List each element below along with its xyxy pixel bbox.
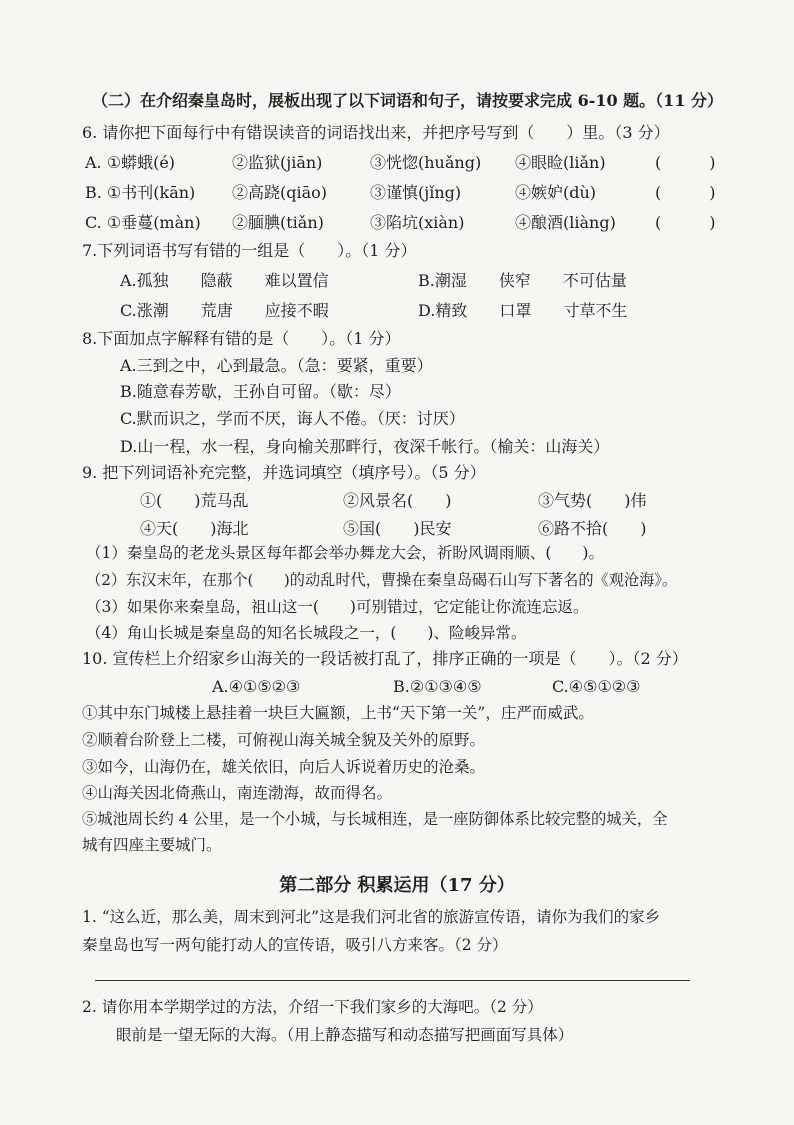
q10-sentence: ④山海关因北倚燕山，南连渤海，故而得名。 [82, 784, 393, 802]
q9-word: ⑥路不拾( ) [538, 519, 647, 538]
q6-row-b-item: ②高跷(qiāo) [232, 183, 328, 202]
q6-row-b-item: ④嫉妒(dù) [515, 183, 597, 202]
q8-option-d: D.山一程，水一程，身向榆关那畔行，夜深千帐行。（榆关：山海关） [120, 437, 610, 456]
q10-sentence: 城有四座主要城门。 [82, 836, 222, 854]
q10-choice-b: B.②①③④⑤ [393, 677, 482, 696]
q9-word: ③气势( )伟 [538, 491, 647, 510]
q6-row-b-item: ③谨慎(jǐng) [370, 183, 462, 202]
q10-sentence: ①其中东门城楼上悬挂着一块巨大匾额，上书“天下第一关”，庄严而威武。 [82, 704, 594, 722]
q8-option-a: A.三到之中，心到最急。（急：要紧，重要） [120, 356, 433, 375]
q6-row-c-answer[interactable]: ( ) [655, 213, 716, 232]
q6-row-b-label: B. ①书刊(kān) [85, 183, 196, 202]
q8-option-b: B.随意春芳歇，王孙自可留。（歇：尽） [120, 382, 401, 401]
q9-fill-4: （4）角山长城是秦皇岛的知名长城段之一，( )、险峻异常。 [86, 624, 527, 642]
q6-row-c-item: ②腼腆(tiǎn) [232, 213, 324, 232]
part-two-q2-prompt: 眼前是一望无际的大海。（用上静态描写和动态描写把画面写具体） [116, 1026, 574, 1044]
q6-row-c-label: C. ①垂蔓(màn) [85, 213, 201, 232]
q10-sentence: ③如今，山海仍在，雄关依旧，向后人诉说着历史的沧桑。 [82, 758, 486, 776]
part-two-q1-line2: 秦皇岛也写一两句能打动人的宣传语，吸引八方来客。（2 分） [82, 936, 508, 954]
q8-stem: 8.下面加点字解释有错的是（ ）。（1 分） [82, 329, 401, 348]
q9-word: ⑤国( )民安 [343, 519, 452, 538]
q6-row-a-label: A. ①蟒蛾(é) [85, 153, 176, 172]
q6-row-c-item: ③陷坑(xiàn) [370, 213, 465, 232]
q10-sentence: ②顺着台阶登上二楼，可俯视山海关城全貌及关外的原野。 [82, 731, 486, 749]
q6-stem: 6. 请你把下面每行中有错误读音的词语找出来，并把序号写到（ ）里。（3 分） [82, 123, 670, 142]
q9-fill-1: （1）秦皇岛的老龙头景区每年都会举办舞龙大会，祈盼风调雨顺、( )。 [86, 544, 604, 562]
q6-row-c-item: ④酿酒(liàng) [515, 213, 616, 232]
q6-row-a-item: ③恍惚(huǎng) [370, 153, 482, 172]
q7-option-d: D.精致 口罩 寸草不生 [418, 301, 628, 320]
q7-option-a: A.孤独 隐蔽 难以置信 [120, 271, 329, 290]
q6-row-a-item: ④眼睑(liǎn) [515, 153, 606, 172]
answer-line[interactable] [95, 980, 690, 981]
section-title: （二）在介绍秦皇岛时，展板出现了以下词语和句子，请按要求完成 6-10 题。（11 分） [92, 91, 724, 110]
q9-stem: 9. 把下列词语补充完整，并选词填空（填序号）。（5 分） [82, 463, 486, 482]
q6-row-b-answer[interactable]: ( ) [655, 183, 716, 202]
q6-row-a-answer[interactable]: ( ) [655, 153, 716, 172]
q10-choice-a: A.④①⑤②③ [212, 677, 301, 696]
q8-option-c: C.默而识之，学而不厌，诲人不倦。（厌：讨厌） [120, 409, 465, 428]
q7-option-b: B.潮湿 侠窄 不可估量 [418, 271, 627, 290]
q9-word: ②风景名( ) [343, 491, 452, 510]
part-two-title: 第二部分 积累运用（17 分） [279, 875, 515, 896]
part-two-q1-line1: 1. “这么近，那么美，周末到河北”这是我们河北省的旅游宣传语，请你为我们的家乡 [82, 908, 661, 926]
q9-word: ④天( )海北 [140, 519, 249, 538]
q9-fill-3: （3）如果你来秦皇岛，祖山这一( )可别错过，它定能让你流连忘返。 [86, 598, 589, 616]
q7-option-c: C.涨潮 荒唐 应接不暇 [120, 301, 329, 320]
q7-stem: 7.下列词语书写有错的一组是（ ）。（1 分） [82, 241, 417, 260]
q10-sentence: ⑤城池周长约 4 公里，是一个小城，与长城相连，是一座防御体系比较完整的城关，全 [82, 810, 668, 828]
q6-row-a-item: ②监狱(jiān) [232, 153, 323, 172]
part-two-q2-stem: 2. 请你用本学期学过的方法，介绍一下我们家乡的大海吧。（2 分） [82, 998, 543, 1016]
q10-choice-c: C.④⑤①②③ [552, 677, 641, 696]
q10-stem: 10. 宣传栏上介绍家乡山海关的一段话被打乱了，排序正确的一项是（ ）。（2 分） [82, 649, 688, 668]
q9-fill-2: （2）东汉末年，在那个( )的动乱时代，曹操在秦皇岛碣石山写下著名的《观沧海》。 [86, 571, 678, 589]
q9-word: ①( )荒马乱 [140, 491, 249, 510]
